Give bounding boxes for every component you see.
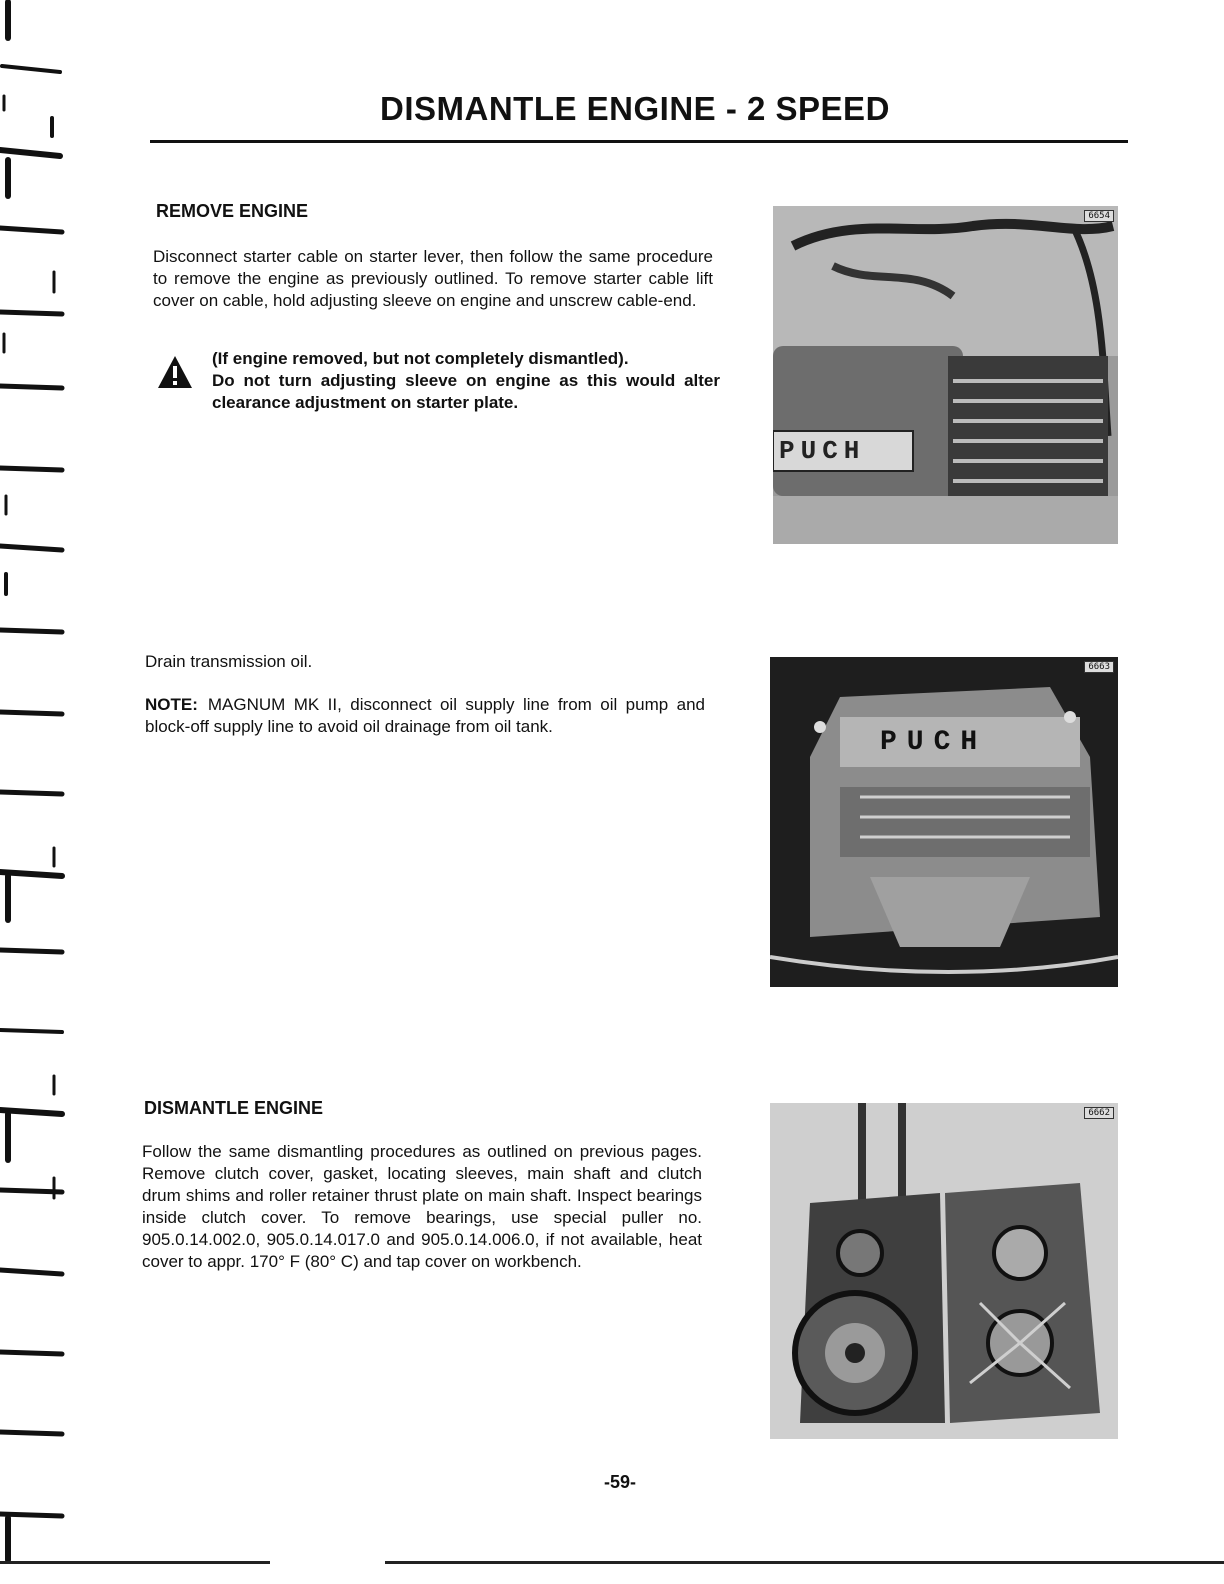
photo1-brand-text: PUCH [779,436,866,466]
page-number: -59- [603,1472,636,1492]
note-label: NOTE: [145,695,198,714]
engine-installed-photo [773,206,1118,544]
page-title: DISMANTLE ENGINE - 2 SPEED [380,90,890,127]
warning-triangle-icon [156,354,194,390]
dismantle-engine-body: Follow the same dismantling procedures as outlined on previous pages. Remove clutch cover, gasket, locating sleeves, main shaft and clutch drum shims and roller retainer thrust plate on main shaft. Inspect bearings inside clutch cover. To remove bearings, use special puller no. 905.0.14.002.0, 905.0.14.017.0 and 905.0.14.006.0, if not available, heat cover to appr. 170° F (80° C) and tap cover on workbench. [142,1142,702,1271]
photo2-brand-text: PUCH [880,727,988,758]
photo2-tag: 6663 [1084,661,1114,673]
engine-underside-photo [770,657,1118,987]
crankcase-photo [770,1103,1118,1439]
remove-engine-heading: REMOVE ENGINE [156,201,309,221]
warning-line1: (If engine removed, but not completely dismantled). [212,349,629,368]
bottom-rule-left [0,1561,270,1564]
note-text: MAGNUM MK II, disconnect oil supply line from oil pump and block-off supply line to avoid oil drainage from oil tank. [145,695,705,736]
warning-line2: Do not turn adjusting sleeve on engine as this would alter clearance adjustment on starter plate. [212,371,720,412]
photo3-tag: 6662 [1084,1107,1114,1119]
dismantle-engine-heading: DISMANTLE ENGINE [144,1098,324,1118]
binding-edge-marks [0,0,80,1584]
note-paragraph [145,694,705,738]
warning-block [150,348,720,414]
remove-engine-body: Disconnect starter cable on starter lever, then follow the same procedure to remove the engine as previously outlined. To remove starter cable lift cover on cable, hold adjusting sleeve on engine and unscrew cable-end. [153,247,713,310]
photo1-tag: 6654 [1084,210,1114,222]
bottom-rule-right [385,1561,1224,1564]
drain-oil-text: Drain transmission oil. [145,652,313,671]
title-divider [150,140,1128,143]
